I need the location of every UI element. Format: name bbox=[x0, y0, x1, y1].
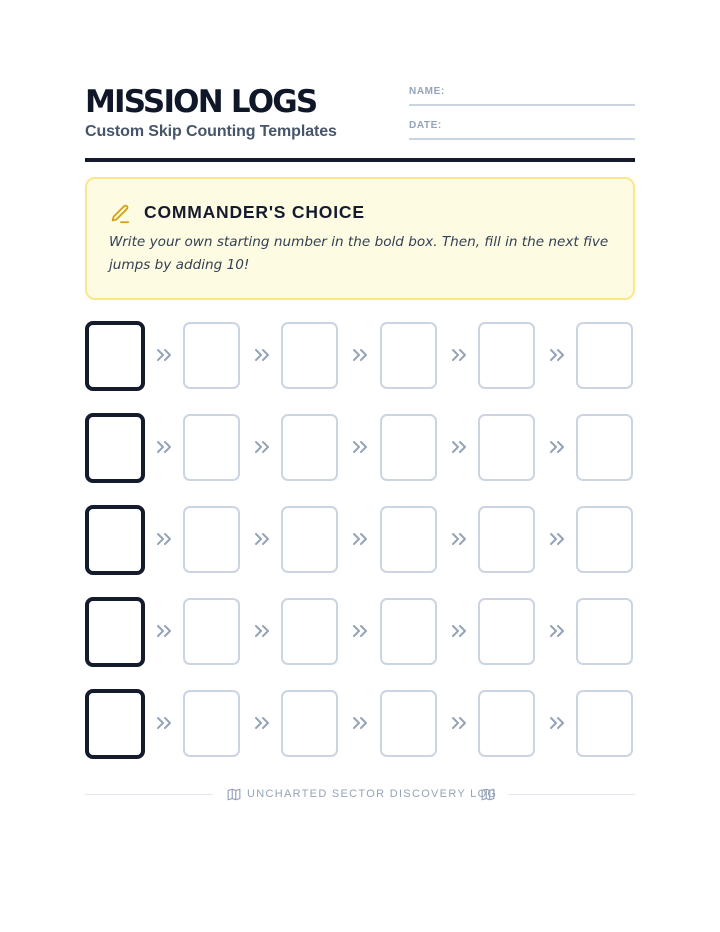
double-chevron-right-icon bbox=[548, 437, 566, 457]
starting-number-box[interactable] bbox=[85, 689, 145, 759]
jump-answer-box[interactable] bbox=[576, 322, 633, 389]
double-chevron-right-icon bbox=[548, 345, 566, 365]
jump-answer-box[interactable] bbox=[281, 598, 338, 665]
double-chevron-right-icon bbox=[351, 621, 369, 641]
jump-answer-box[interactable] bbox=[281, 506, 338, 573]
map-icon bbox=[481, 788, 495, 801]
jump-answer-box[interactable] bbox=[478, 598, 535, 665]
jump-answer-box[interactable] bbox=[478, 690, 535, 757]
skip-count-grid bbox=[85, 321, 637, 781]
starting-number-box[interactable] bbox=[85, 597, 145, 667]
double-chevron-right-icon bbox=[450, 713, 468, 733]
card-instructions: Write your own starting number in the bold box. Then, fill in the next five jumps by adding 10! bbox=[109, 234, 609, 273]
jump-answer-box[interactable] bbox=[576, 598, 633, 665]
jump-answer-box[interactable] bbox=[183, 598, 240, 665]
double-chevron-right-icon bbox=[253, 621, 271, 641]
pencil-icon bbox=[109, 203, 131, 225]
footer-text: UNCHARTED SECTOR DISCOVERY LOG bbox=[247, 788, 498, 800]
double-chevron-right-icon bbox=[351, 713, 369, 733]
date-label: DATE: bbox=[409, 120, 442, 131]
footer bbox=[85, 786, 635, 804]
jump-answer-box[interactable] bbox=[478, 322, 535, 389]
double-chevron-right-icon bbox=[253, 713, 271, 733]
jump-answer-box[interactable] bbox=[281, 322, 338, 389]
double-chevron-right-icon bbox=[155, 437, 173, 457]
jump-answer-box[interactable] bbox=[281, 690, 338, 757]
jump-answer-box[interactable] bbox=[380, 322, 437, 389]
jump-answer-box[interactable] bbox=[380, 506, 437, 573]
date-field[interactable] bbox=[409, 118, 635, 140]
double-chevron-right-icon bbox=[155, 621, 173, 641]
double-chevron-right-icon bbox=[155, 529, 173, 549]
double-chevron-right-icon bbox=[548, 529, 566, 549]
jump-answer-box[interactable] bbox=[576, 414, 633, 481]
double-chevron-right-icon bbox=[155, 713, 173, 733]
jump-answer-box[interactable] bbox=[183, 322, 240, 389]
jump-answer-box[interactable] bbox=[183, 506, 240, 573]
jump-answer-box[interactable] bbox=[380, 690, 437, 757]
skip-count-row bbox=[85, 321, 637, 391]
jump-answer-box[interactable] bbox=[380, 414, 437, 481]
double-chevron-right-icon bbox=[253, 437, 271, 457]
jump-answer-box[interactable] bbox=[576, 506, 633, 573]
jump-answer-box[interactable] bbox=[478, 414, 535, 481]
skip-count-row bbox=[85, 505, 637, 575]
double-chevron-right-icon bbox=[548, 713, 566, 733]
double-chevron-right-icon bbox=[155, 345, 173, 365]
instruction-card bbox=[85, 177, 635, 300]
card-title: COMMANDER'S CHOICE bbox=[144, 202, 365, 222]
double-chevron-right-icon bbox=[548, 621, 566, 641]
header-divider bbox=[85, 158, 635, 162]
double-chevron-right-icon bbox=[253, 345, 271, 365]
jump-answer-box[interactable] bbox=[478, 506, 535, 573]
jump-answer-box[interactable] bbox=[183, 414, 240, 481]
starting-number-box[interactable] bbox=[85, 413, 145, 483]
starting-number-box[interactable] bbox=[85, 321, 145, 391]
double-chevron-right-icon bbox=[351, 437, 369, 457]
skip-count-row bbox=[85, 597, 637, 667]
worksheet-header bbox=[85, 84, 635, 160]
jump-answer-box[interactable] bbox=[281, 414, 338, 481]
page-subtitle: Custom Skip Counting Templates bbox=[85, 123, 337, 140]
page-title: MISSION LOGS bbox=[85, 84, 317, 120]
footer-rule-left bbox=[85, 794, 213, 795]
double-chevron-right-icon bbox=[351, 529, 369, 549]
jump-answer-box[interactable] bbox=[380, 598, 437, 665]
name-label: NAME: bbox=[409, 86, 445, 97]
double-chevron-right-icon bbox=[450, 437, 468, 457]
skip-count-row bbox=[85, 413, 637, 483]
name-field[interactable] bbox=[409, 84, 635, 106]
skip-count-row bbox=[85, 689, 637, 759]
jump-answer-box[interactable] bbox=[576, 690, 633, 757]
jump-answer-box[interactable] bbox=[183, 690, 240, 757]
starting-number-box[interactable] bbox=[85, 505, 145, 575]
double-chevron-right-icon bbox=[450, 621, 468, 641]
double-chevron-right-icon bbox=[253, 529, 271, 549]
double-chevron-right-icon bbox=[450, 529, 468, 549]
footer-rule-right bbox=[508, 794, 635, 795]
double-chevron-right-icon bbox=[351, 345, 369, 365]
map-icon bbox=[227, 788, 241, 801]
double-chevron-right-icon bbox=[450, 345, 468, 365]
